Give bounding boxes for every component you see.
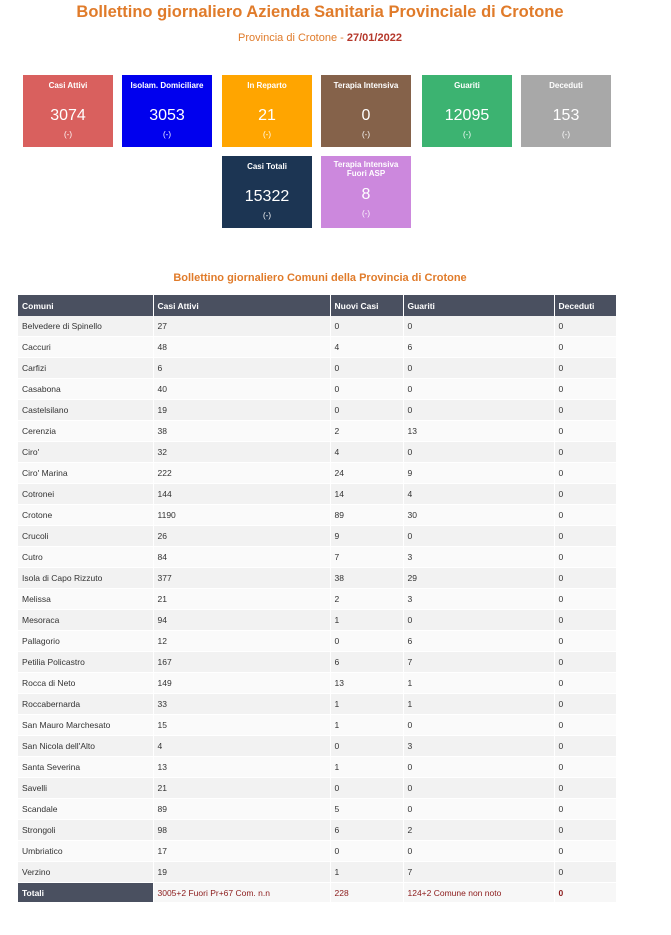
table-row: [18, 736, 616, 757]
cell-comune-name: Scandale: [18, 799, 153, 820]
cell-comune-name: Ciro': [18, 442, 153, 463]
cell-casi-attivi: 377: [153, 568, 330, 589]
cell-nuovi-casi: 0: [330, 778, 403, 799]
cell-casi-attivi: 4: [153, 736, 330, 757]
cell-nuovi-casi: 6: [330, 652, 403, 673]
cell-guariti: 0: [403, 526, 554, 547]
stat-card: [321, 156, 411, 228]
cell-deceduti: 0: [554, 358, 616, 379]
stat-card-label: Isolam. Domiciliare: [130, 81, 204, 90]
cell-guariti: 0: [403, 316, 554, 337]
cell-casi-attivi: 89: [153, 799, 330, 820]
stat-card-value: 15322: [244, 188, 290, 205]
cell-deceduti: 0: [554, 841, 616, 862]
table-row: [18, 694, 616, 715]
cell-comune-name: Cerenzia: [18, 421, 153, 442]
stat-card-value: 3074: [50, 107, 86, 124]
stat-card-label: Casi Totali: [247, 162, 287, 171]
cell-nuovi-casi: 0: [330, 631, 403, 652]
cell-deceduti: 0: [554, 547, 616, 568]
stat-card-change: (-): [463, 130, 471, 139]
cell-comune-name: Isola di Capo Rizzuto: [18, 568, 153, 589]
cell-guariti: 0: [403, 841, 554, 862]
cell-casi-attivi: 21: [153, 778, 330, 799]
table-row: [18, 421, 616, 442]
cell-guariti: 0: [403, 799, 554, 820]
cell-nuovi-casi: 2: [330, 589, 403, 610]
cell-guariti: 0: [403, 442, 554, 463]
cell-comune-name: Castelsilano: [18, 400, 153, 421]
cell-deceduti: 0: [554, 505, 616, 526]
cell-guariti: 6: [403, 337, 554, 358]
cell-comune-name: Ciro' Marina: [18, 463, 153, 484]
cell-casi-attivi: 32: [153, 442, 330, 463]
cell-nuovi-casi: 1: [330, 862, 403, 883]
table-row: [18, 757, 616, 778]
table-row: [18, 484, 616, 505]
cell-deceduti: 0: [554, 442, 616, 463]
cell-deceduti: 0: [554, 715, 616, 736]
table-row: [18, 358, 616, 379]
cell-casi-attivi: 26: [153, 526, 330, 547]
cell-nuovi-casi: 0: [330, 400, 403, 421]
cell-comune-name: Savelli: [18, 778, 153, 799]
table-row: [18, 799, 616, 820]
table-row: [18, 316, 616, 337]
cell-guariti: 0: [403, 610, 554, 631]
comuni-table: [18, 295, 617, 903]
table-row: [18, 400, 616, 421]
table-row: [18, 841, 616, 862]
stat-card-label: Casi Attivi: [48, 81, 88, 90]
cell-guariti: 0: [403, 757, 554, 778]
cell-casi-attivi: 84: [153, 547, 330, 568]
table-row: [18, 862, 616, 883]
cell-comune-name: Cutro: [18, 547, 153, 568]
cell-deceduti: 0: [554, 757, 616, 778]
cell-deceduti: 0: [554, 694, 616, 715]
cell-nuovi-casi: 0: [330, 379, 403, 400]
cell-guariti: 9: [403, 463, 554, 484]
cell-deceduti: 0: [554, 673, 616, 694]
stat-card-value: 12095: [444, 107, 490, 124]
stat-card-value: 21: [258, 107, 276, 124]
cell-deceduti: 0: [554, 463, 616, 484]
cell-guariti: 3: [403, 589, 554, 610]
cell-guariti: 2: [403, 820, 554, 841]
col-header-comuni[interactable]: Comuni: [18, 295, 153, 316]
cell-comune-name: Carfizi: [18, 358, 153, 379]
cell-guariti: 0: [403, 778, 554, 799]
page-subtitle: Provincia di Crotone - 27/01/2022: [238, 32, 402, 44]
cell-comune-name: San Nicola dell'Alto: [18, 736, 153, 757]
cell-guariti: 1: [403, 673, 554, 694]
cell-nuovi-casi: 89: [330, 505, 403, 526]
cell-guariti: 3: [403, 736, 554, 757]
stat-card-label: Terapia Intensiva Fuori ASP: [333, 160, 399, 178]
cell-nuovi-casi: 4: [330, 337, 403, 358]
bulletin-date: 27/01/2022: [346, 32, 402, 44]
cell-deceduti: 0: [554, 799, 616, 820]
totals-label: Totali: [18, 883, 153, 903]
cell-casi-attivi: 15: [153, 715, 330, 736]
cell-casi-attivi: 19: [153, 862, 330, 883]
cell-guariti: 7: [403, 862, 554, 883]
cell-deceduti: 0: [554, 316, 616, 337]
stat-card: [422, 75, 512, 147]
cell-guariti: 29: [403, 568, 554, 589]
cell-guariti: 3: [403, 547, 554, 568]
col-header-casi-attivi[interactable]: Casi Attivi: [153, 295, 330, 316]
cell-nuovi-casi: 13: [330, 673, 403, 694]
stat-card-label: Deceduti: [549, 81, 583, 90]
table-row: [18, 631, 616, 652]
table-row: [18, 820, 616, 841]
cell-nuovi-casi: 6: [330, 820, 403, 841]
totals-guariti: 124+2 Comune non noto: [403, 883, 554, 903]
table-row: [18, 442, 616, 463]
cell-nuovi-casi: 0: [330, 841, 403, 862]
cell-nuovi-casi: 14: [330, 484, 403, 505]
cell-guariti: 6: [403, 631, 554, 652]
stat-card-value: 3053: [149, 107, 185, 124]
table-header-row: [18, 295, 616, 316]
stat-card: [122, 75, 212, 147]
cell-comune-name: Roccabernarda: [18, 694, 153, 715]
cell-comune-name: Pallagorio: [18, 631, 153, 652]
cell-nuovi-casi: 0: [330, 358, 403, 379]
cell-deceduti: 0: [554, 568, 616, 589]
cell-nuovi-casi: 1: [330, 715, 403, 736]
stat-card: [521, 75, 611, 147]
cell-deceduti: 0: [554, 526, 616, 547]
cell-guariti: 0: [403, 715, 554, 736]
cell-casi-attivi: 167: [153, 652, 330, 673]
cell-deceduti: 0: [554, 589, 616, 610]
table-row: [18, 526, 616, 547]
cell-nuovi-casi: 9: [330, 526, 403, 547]
cell-casi-attivi: 33: [153, 694, 330, 715]
cell-casi-attivi: 98: [153, 820, 330, 841]
totals-casi-attivi: 3005+2 Fuori Pr+67 Com. n.n: [153, 883, 330, 903]
cell-guariti: 4: [403, 484, 554, 505]
cell-nuovi-casi: 24: [330, 463, 403, 484]
cell-guariti: 0: [403, 358, 554, 379]
cell-comune-name: Casabona: [18, 379, 153, 400]
cell-comune-name: San Mauro Marchesato: [18, 715, 153, 736]
stat-card-change: (-): [163, 130, 171, 139]
stat-card-change: (-): [362, 209, 370, 218]
cell-nuovi-casi: 0: [330, 736, 403, 757]
table-row: [18, 715, 616, 736]
cell-guariti: 7: [403, 652, 554, 673]
cell-deceduti: 0: [554, 862, 616, 883]
cell-guariti: 0: [403, 379, 554, 400]
cell-deceduti: 0: [554, 652, 616, 673]
cell-casi-attivi: 13: [153, 757, 330, 778]
stat-card: [321, 75, 411, 147]
stat-card-label: Guariti: [454, 81, 480, 90]
table-row: [18, 463, 616, 484]
cell-casi-attivi: 17: [153, 841, 330, 862]
cell-deceduti: 0: [554, 820, 616, 841]
stat-card: [222, 156, 312, 228]
cell-comune-name: Caccuri: [18, 337, 153, 358]
table-row: [18, 673, 616, 694]
stat-card-change: (-): [562, 130, 570, 139]
cell-comune-name: Cotronei: [18, 484, 153, 505]
table-row: [18, 337, 616, 358]
cell-comune-name: Mesoraca: [18, 610, 153, 631]
cell-comune-name: Verzino: [18, 862, 153, 883]
cell-nuovi-casi: 2: [330, 421, 403, 442]
comuni-section-title: Bollettino giornaliero Comuni della Provincia di Crotone: [173, 272, 467, 284]
table-row: [18, 610, 616, 631]
stat-card: [222, 75, 312, 147]
cell-comune-name: Santa Severina: [18, 757, 153, 778]
cell-nuovi-casi: 1: [330, 757, 403, 778]
cell-deceduti: 0: [554, 337, 616, 358]
cell-deceduti: 0: [554, 736, 616, 757]
cell-casi-attivi: 21: [153, 589, 330, 610]
cell-nuovi-casi: 1: [330, 610, 403, 631]
cell-casi-attivi: 48: [153, 337, 330, 358]
cell-deceduti: 0: [554, 421, 616, 442]
cell-casi-attivi: 144: [153, 484, 330, 505]
cell-nuovi-casi: 7: [330, 547, 403, 568]
cell-casi-attivi: 38: [153, 421, 330, 442]
stat-card-label: In Reparto: [247, 81, 287, 90]
cell-comune-name: Strongoli: [18, 820, 153, 841]
cell-casi-attivi: 12: [153, 631, 330, 652]
cell-nuovi-casi: 4: [330, 442, 403, 463]
col-header-guariti[interactable]: Guariti: [403, 295, 554, 316]
cell-deceduti: 0: [554, 484, 616, 505]
cell-comune-name: Crucoli: [18, 526, 153, 547]
stat-card-value: 0: [361, 107, 371, 124]
cell-comune-name: Melissa: [18, 589, 153, 610]
cell-deceduti: 0: [554, 631, 616, 652]
cell-casi-attivi: 94: [153, 610, 330, 631]
stat-card-value: 8: [361, 186, 371, 203]
stat-card-value: 153: [552, 107, 580, 124]
totals-row: [18, 883, 616, 903]
cell-deceduti: 0: [554, 379, 616, 400]
cell-nuovi-casi: 38: [330, 568, 403, 589]
cell-comune-name: Petilia Policastro: [18, 652, 153, 673]
cell-nuovi-casi: 5: [330, 799, 403, 820]
cell-guariti: 30: [403, 505, 554, 526]
cell-casi-attivi: 40: [153, 379, 330, 400]
cell-guariti: 1: [403, 694, 554, 715]
cell-casi-attivi: 19: [153, 400, 330, 421]
col-header-nuovi-casi[interactable]: Nuovi Casi: [330, 295, 403, 316]
stat-card-change: (-): [263, 130, 271, 139]
cell-comune-name: Crotone: [18, 505, 153, 526]
table-row: [18, 589, 616, 610]
cell-comune-name: Rocca di Neto: [18, 673, 153, 694]
table-row: [18, 568, 616, 589]
table-row: [18, 379, 616, 400]
table-row: [18, 505, 616, 526]
cell-guariti: 13: [403, 421, 554, 442]
page-title: Bollettino giornaliero Azienda Sanitaria Provinciale di Crotone: [76, 3, 564, 21]
totals-nuovi-casi: 228: [330, 883, 403, 903]
stat-card-label: Terapia Intensiva: [333, 81, 399, 90]
cell-deceduti: 0: [554, 778, 616, 799]
cell-comune-name: Belvedere di Spinello: [18, 316, 153, 337]
cell-comune-name: Umbriatico: [18, 841, 153, 862]
cell-casi-attivi: 149: [153, 673, 330, 694]
table-row: [18, 652, 616, 673]
cell-deceduti: 0: [554, 400, 616, 421]
stat-card-change: (-): [64, 130, 72, 139]
cell-guariti: 0: [403, 400, 554, 421]
province-label: Provincia di Crotone: [238, 32, 338, 44]
stat-card: [23, 75, 113, 147]
totals-deceduti: 0: [554, 883, 616, 903]
cell-nuovi-casi: 1: [330, 694, 403, 715]
cell-deceduti: 0: [554, 610, 616, 631]
cell-casi-attivi: 27: [153, 316, 330, 337]
stat-card-change: (-): [263, 211, 271, 220]
cell-casi-attivi: 6: [153, 358, 330, 379]
cell-casi-attivi: 1190: [153, 505, 330, 526]
cell-nuovi-casi: 0: [330, 316, 403, 337]
table-row: [18, 778, 616, 799]
col-header-deceduti[interactable]: Deceduti: [554, 295, 616, 316]
table-row: [18, 547, 616, 568]
cell-casi-attivi: 222: [153, 463, 330, 484]
stat-card-change: (-): [362, 130, 370, 139]
